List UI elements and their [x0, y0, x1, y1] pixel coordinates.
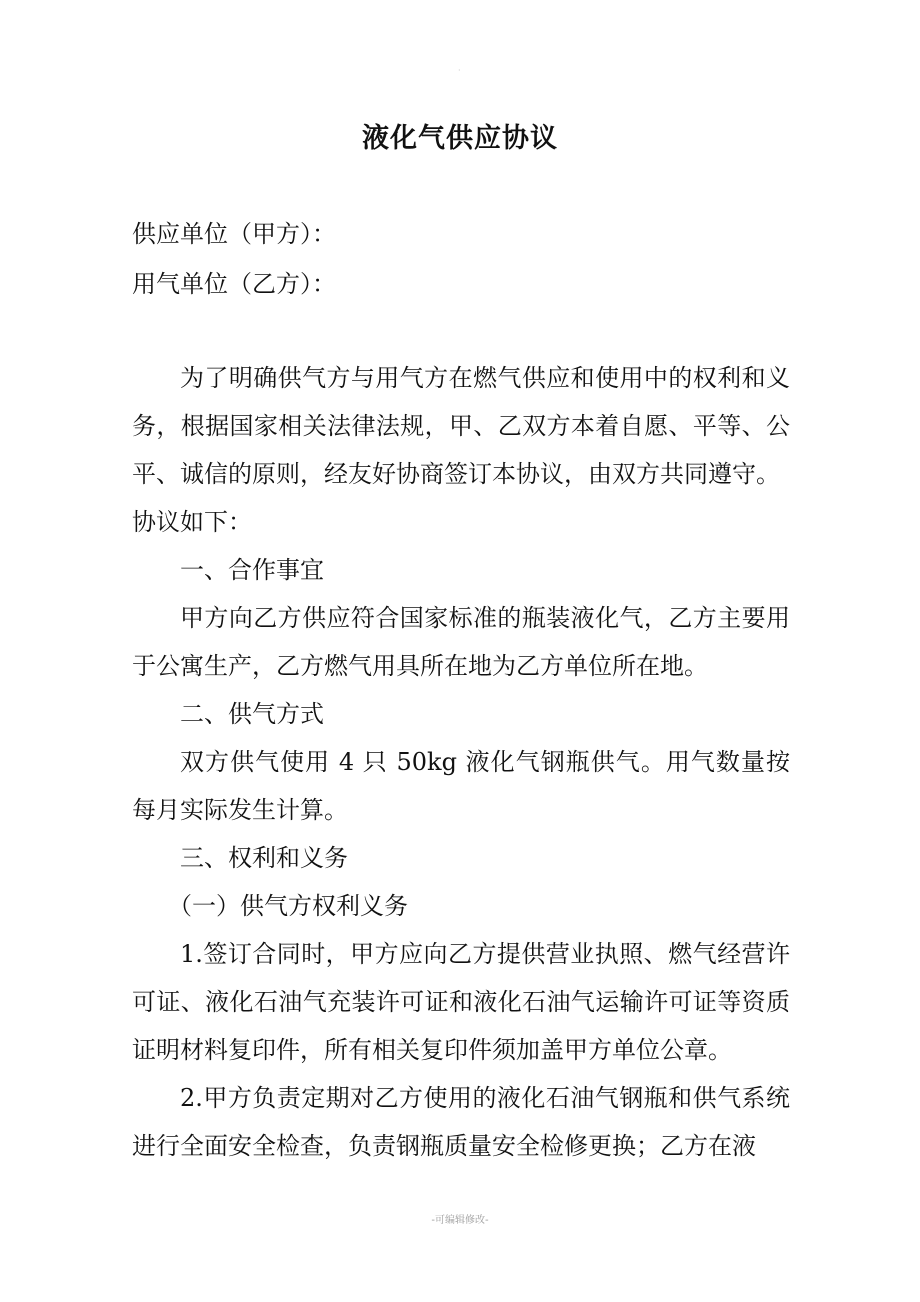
top-mark: · [458, 66, 461, 75]
party-a-line: 供应单位（甲方）： [132, 220, 336, 248]
subsection-heading-supplier: （一）供气方权利义务 [168, 892, 408, 920]
page-footer: -可编辑修改- [431, 1215, 489, 1226]
preamble-paragraph: 为了明确供气方与用气方在燃气供应和使用中的权利和义务，根据国家相关法律法规，甲、乙双方本着自愿、平等、公平、诚信的原则，经友好协商签订本协议，由双方共同遵守。 [132, 364, 790, 488]
section-heading-rights: 三、权利和义务 [180, 844, 348, 872]
section-heading-cooperation: 一、合作事宜 [180, 556, 324, 584]
agreement-intro: 协议如下： [132, 508, 252, 536]
clause-2-paragraph: 2.甲方负责定期对乙方使用的液化石油气钢瓶和供气系统进行全面安全检查，负责钢瓶质量安全检修更换；乙方在液 [132, 1084, 790, 1160]
party-b-line: 用气单位（乙方）： [132, 270, 336, 298]
clause-1-paragraph: 1.签订合同时，甲方应向乙方提供营业执照、燃气经营许可证、液化石油气充装许可证和液化石油气运输许可证等资质证明材料复印件，所有相关复印件须加盖甲方单位公章。 [132, 940, 790, 1064]
document-body [132, 354, 790, 1170]
cooperation-paragraph: 甲方向乙方供应符合国家标准的瓶装液化气，乙方主要用于公寓生产，乙方燃气用具所在地为乙方单位所在地。 [132, 604, 790, 680]
document-title: 液化气供应协议 [362, 123, 558, 154]
section-heading-supply-method: 二、供气方式 [180, 700, 324, 728]
supply-method-paragraph: 双方供气使用 4 只 50kg 液化气钢瓶供气。用气数量按每月实际发生计算。 [132, 748, 790, 824]
